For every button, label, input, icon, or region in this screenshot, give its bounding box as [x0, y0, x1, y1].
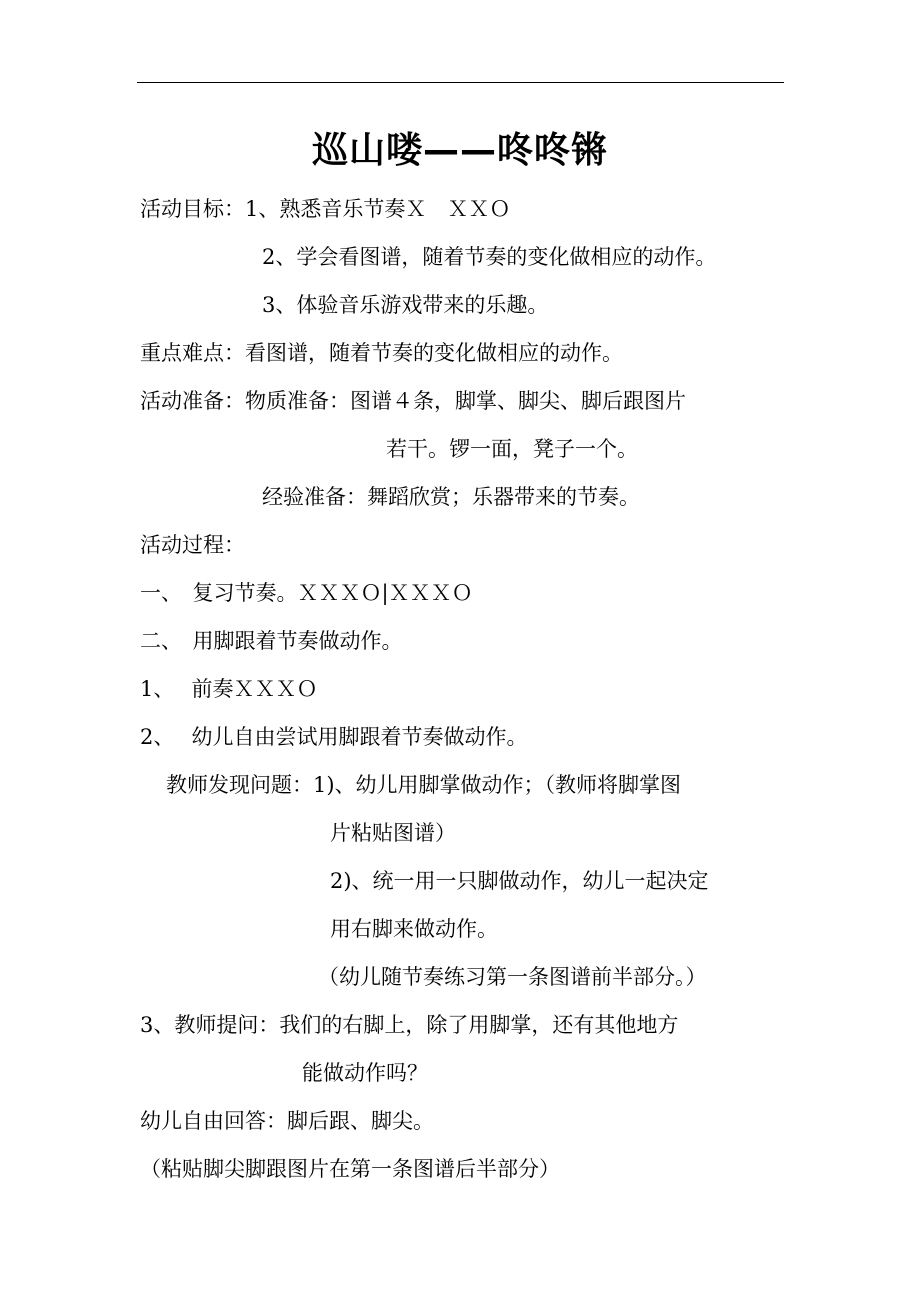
- practice-note-line: （幼儿随节奏练习第一条图谱前半部分。）: [318, 965, 707, 989]
- teacher-finding-line-4: 用右脚来做动作。: [330, 917, 498, 941]
- process-heading: 活动过程：: [140, 533, 245, 557]
- teacher-finding-line-1: 教师发现问题：1)、幼儿用脚掌做动作；（教师将脚掌图: [166, 773, 682, 797]
- paste-note-line: （粘贴脚尖脚跟图片在第一条图谱后半部分）: [140, 1157, 560, 1181]
- page-title: 巡山喽——咚咚锵: [311, 130, 608, 171]
- step-2-line: 二、 用脚跟着节奏做动作。: [140, 629, 403, 653]
- question-line-2: 能做动作吗？: [302, 1061, 428, 1085]
- preparation-line-2: 若干。锣一面，凳子一个。: [386, 437, 638, 461]
- preparation-line-1: 活动准备：物质准备：图谱４条，脚掌、脚尖、脚后跟图片: [140, 389, 686, 413]
- substep-1-line: 1、 前奏ＸＸＸＯ: [140, 677, 318, 701]
- step-1-line: 一、 复习节奏。ＸＸＸＯ|ＸＸＸＯ: [140, 581, 473, 605]
- experience-line: 经验准备：舞蹈欣赏；乐器带来的节奏。: [262, 485, 640, 509]
- question-line-1: 3、教师提问：我们的右脚上，除了用脚掌，还有其他地方: [140, 1013, 679, 1037]
- key-points-line: 重点难点：看图谱，随着节奏的变化做相应的动作。: [140, 341, 623, 365]
- goal-line-2: 2、学会看图谱，随着节奏的变化做相应的动作。: [262, 245, 717, 269]
- answer-line: 幼儿自由回答：脚后跟、脚尖。: [140, 1109, 434, 1133]
- goal-line-1: 活动目标：1、熟悉音乐节奏Ｘ ＸＸＯ: [140, 197, 511, 221]
- teacher-finding-line-2: 片粘贴图谱）: [330, 821, 456, 845]
- goal-line-3: 3、体验音乐游戏带来的乐趣。: [262, 293, 549, 317]
- teacher-finding-line-3: 2)、统一用一只脚做动作，幼儿一起决定: [330, 869, 709, 893]
- substep-2-line: 2、 幼儿自由尝试用脚跟着节奏做动作。: [140, 725, 528, 749]
- header-rule: [137, 82, 784, 83]
